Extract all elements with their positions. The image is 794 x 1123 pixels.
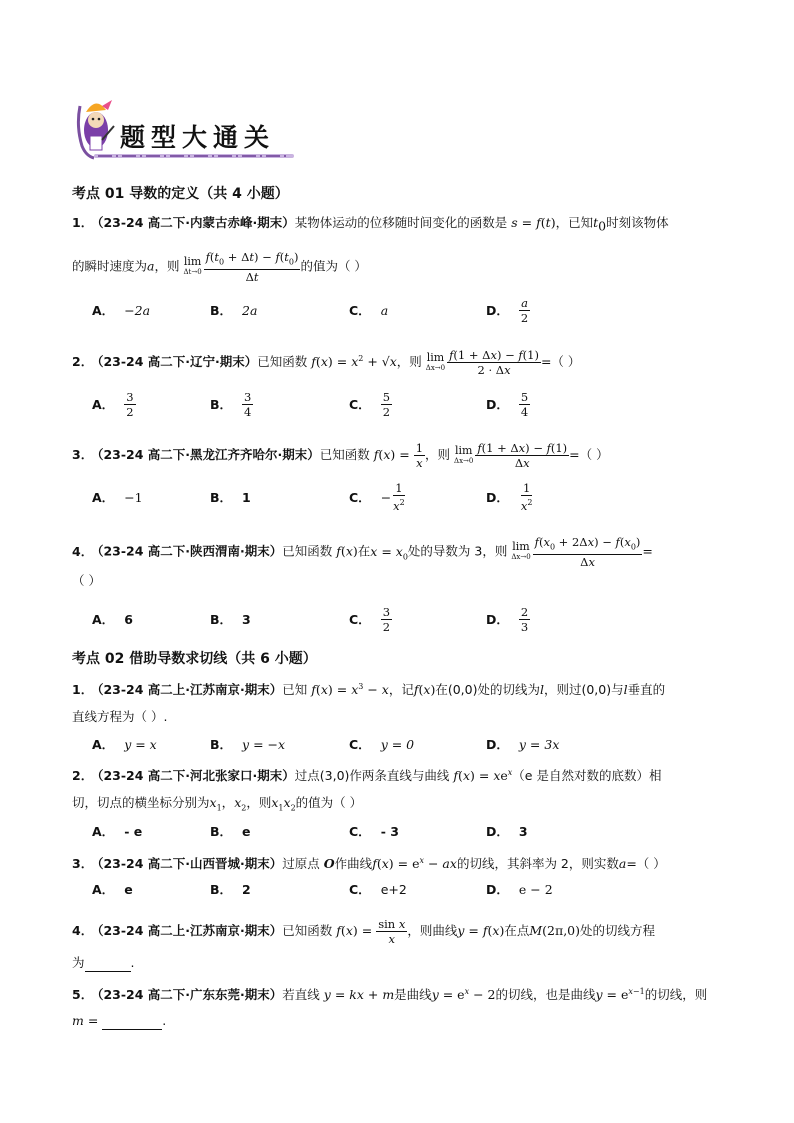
math-expr: $x_1$，$x_2$ — [209, 795, 247, 813]
question-number: 3． — [72, 856, 94, 872]
option-label: C． — [349, 612, 371, 627]
question-text: 的值为（ ） — [295, 795, 363, 810]
question-text: 在 — [357, 543, 371, 559]
math-expr: f — [536, 215, 541, 230]
question-2-1-line1 — [72, 678, 665, 699]
math-expr: f(x) — [336, 543, 358, 559]
option-value: − — [380, 489, 392, 505]
question-number: 3． — [72, 447, 94, 462]
option-b[interactable] — [210, 601, 251, 637]
question-number: 2． — [72, 354, 94, 369]
math-expr: $f(x) = e^x$ − ax — [372, 856, 457, 872]
option-value: a — [380, 302, 389, 318]
option-d[interactable] — [486, 386, 530, 422]
option-label: B． — [210, 397, 233, 412]
option-c[interactable] — [349, 386, 392, 422]
options-1-2 — [92, 386, 692, 422]
math-expr: y = f(x) — [457, 923, 505, 938]
option-d[interactable] — [486, 479, 534, 515]
option-value: $\frac{3}{4}$ — [244, 389, 252, 419]
question-text: 处的切线方程 — [580, 923, 656, 938]
option-value: e − 2 — [518, 881, 553, 897]
question-2-2-line1 — [72, 764, 661, 785]
question-text: ，则 — [425, 447, 451, 462]
question-text: =（ ） — [569, 447, 609, 462]
math-expr: s — [511, 215, 518, 230]
option-label: C． — [349, 490, 371, 505]
math-expr: f(x) = — [373, 447, 414, 462]
math-expr: $f(x) = x^2 + √x$ — [311, 353, 397, 369]
math-fraction: $\frac{f(x_0 + 2\Delta x) - f(x_0)}{\Delta x}$ — [534, 535, 641, 570]
question-number: 4． — [72, 923, 94, 938]
option-label: C． — [349, 397, 371, 412]
option-label: A． — [92, 612, 115, 627]
option-label: B． — [210, 612, 233, 627]
question-source: （23-24 高二下·广东东莞·期末） — [97, 987, 283, 1003]
option-value: $\frac{2}{3}$ — [520, 604, 529, 634]
question-text: 若直线 — [282, 987, 320, 1003]
question-text: 已知函数 — [257, 354, 308, 369]
option-c[interactable] — [349, 871, 407, 907]
question-source: （23-24 高二上·江苏南京·期末） — [97, 682, 283, 698]
question-text: 的切线，其斜率为 2，则实数 — [456, 856, 619, 872]
question-text: ，则曲线 — [407, 923, 458, 938]
math-expr: 0 — [598, 218, 607, 234]
section-heading-2: 考点 02 借助导数求切线（共 6 小题） — [72, 651, 317, 667]
question-text: 作曲线 — [334, 856, 373, 872]
option-b[interactable] — [210, 386, 253, 422]
math-fraction: $\frac{1}{x^2}$ — [393, 481, 405, 513]
option-value: 3 — [242, 611, 251, 627]
option-value: y = x — [124, 736, 157, 752]
option-label: D． — [486, 397, 509, 412]
option-c[interactable] — [349, 601, 392, 637]
math-fraction: $\frac{\text{sin x}}{x}$ — [378, 917, 406, 946]
option-value: 2 — [242, 881, 251, 897]
question-text: ，则 — [154, 258, 180, 274]
math-expr: O — [323, 856, 335, 872]
question-2-3-line1 — [72, 852, 666, 873]
options-2-2 — [92, 813, 692, 849]
option-c[interactable] — [349, 726, 414, 762]
question-text: . — [130, 955, 135, 970]
math-expr: $y = e^x - 2$ — [431, 987, 496, 1003]
option-value: $\frac{5}{2}$ — [382, 389, 391, 419]
option-label: D． — [486, 824, 509, 839]
option-c[interactable] — [349, 813, 399, 849]
option-label: A． — [92, 303, 115, 318]
option-label: C． — [349, 882, 371, 897]
option-a[interactable] — [92, 479, 143, 515]
question-text: 的切线，则 — [644, 987, 708, 1003]
math-lim: lim Δx→0 — [425, 350, 446, 372]
option-label: D． — [486, 612, 509, 627]
option-label: A． — [92, 882, 115, 897]
question-number: 2． — [72, 768, 94, 784]
math-expr: $x_1x_2$ — [271, 795, 296, 813]
math-expr: = — [517, 215, 537, 230]
math-expr: f(x) = — [336, 923, 377, 938]
question-text: 处的导数为 3，则 — [407, 543, 508, 559]
question-2-4-line2 — [72, 954, 135, 972]
option-a[interactable] — [92, 871, 133, 907]
math-expr: l — [539, 682, 544, 698]
math-expr: ) — [550, 215, 556, 230]
question-source: （23-24 高二下·内蒙古赤峰·期末） — [97, 215, 295, 230]
question-text: 在点 — [504, 923, 530, 938]
option-value: y = 3x — [518, 736, 560, 752]
math-expr: l — [623, 682, 628, 698]
option-value: −1 — [124, 489, 143, 505]
options-1-1 — [92, 292, 692, 328]
options-1-3 — [92, 479, 692, 515]
question-text: （e 是自然对数的底数）相 — [512, 768, 662, 784]
question-1-1-line1 — [72, 214, 669, 236]
question-2-5-line1 — [72, 983, 707, 1004]
question-text: 为 — [72, 955, 85, 970]
option-a[interactable] — [92, 386, 136, 422]
math-expr: $f(x) = x^3 - x$ — [311, 682, 389, 698]
option-a[interactable] — [92, 726, 157, 762]
option-d[interactable] — [486, 813, 528, 849]
math-expr: y = kx + m — [323, 987, 395, 1003]
option-label: A． — [92, 490, 115, 505]
question-source: （23-24 高二下·辽宁·期末） — [97, 354, 258, 369]
question-text: ，已知 — [555, 215, 594, 230]
question-text: . — [162, 1013, 167, 1028]
question-text: 时刻该物体 — [606, 215, 669, 230]
math-expr: $f(x) = xe^x$ — [453, 768, 513, 784]
option-label: D． — [486, 303, 509, 318]
question-2-4-line1 — [72, 917, 655, 946]
question-number: 1． — [72, 682, 94, 698]
question-text: 在(0,0)处的切线为 — [435, 682, 540, 698]
math-fraction: $\frac{f(1 + \Delta x) - f(1)}{2 \cdot \Delta x}$ — [449, 348, 539, 377]
option-c[interactable] — [349, 479, 407, 515]
math-expr: M(2π,0) — [529, 923, 581, 938]
question-source: （23-24 高二上·江苏南京·期末） — [97, 923, 283, 938]
option-value: - e — [124, 823, 143, 839]
option-label: D． — [486, 490, 509, 505]
option-b[interactable] — [210, 479, 251, 515]
question-number: 4． — [72, 543, 94, 559]
option-b[interactable] — [210, 292, 257, 328]
question-text: ，则 — [396, 354, 422, 369]
math-expr: $x = x_0$ — [370, 543, 408, 562]
options-2-3 — [92, 871, 692, 907]
options-2-1 — [92, 726, 692, 762]
dashed-divider-icon — [94, 152, 294, 160]
question-1-1-line2 — [72, 250, 367, 284]
option-a[interactable] — [92, 813, 142, 849]
math-fraction: $\frac{1}{x}$ — [415, 441, 424, 470]
option-value: $\frac{3}{2}$ — [126, 389, 134, 419]
question-text: =（ ） — [626, 856, 666, 872]
option-value: e+2 — [380, 881, 407, 897]
section-banner — [72, 96, 302, 166]
question-text: ，记 — [388, 682, 414, 698]
option-value: e — [124, 881, 133, 897]
option-value: - 3 — [380, 823, 399, 839]
question-text: 过原点 — [282, 856, 320, 872]
option-label: B． — [210, 490, 233, 505]
question-text: 的值为（ ） — [300, 258, 367, 274]
math-expr: t — [593, 215, 599, 230]
question-source: （23-24 高二下·黑龙江齐齐哈尔·期末） — [97, 447, 320, 462]
option-value: y = 0 — [380, 736, 415, 752]
option-label: B． — [210, 737, 233, 752]
math-fraction: $\frac{f(t_0 + \Delta t) - f(t_0)}{\Delta t}$ — [205, 250, 299, 285]
question-source: （23-24 高二下·河北张家口·期末） — [97, 768, 295, 784]
question-text: 垂直的 — [627, 682, 666, 698]
option-value: $\frac{1}{x^2}$ — [520, 481, 533, 513]
math-expr: f(x) — [413, 682, 436, 698]
math-lim: lim Δx→0 — [511, 540, 531, 562]
option-d[interactable] — [486, 871, 553, 907]
question-text: 已知函数 — [282, 923, 333, 938]
option-value: 6 — [124, 611, 133, 627]
option-label: D． — [486, 882, 509, 897]
option-a[interactable] — [92, 601, 133, 637]
option-b[interactable] — [210, 813, 251, 849]
section-heading-1: 考点 01 导数的定义（共 4 小题） — [72, 186, 289, 202]
answer-blank[interactable] — [85, 958, 131, 972]
math-expr: ( — [540, 215, 546, 230]
math-expr: a — [147, 258, 155, 274]
question-text: 的切线，也是曲线 — [495, 987, 596, 1003]
option-b[interactable] — [210, 726, 285, 762]
option-label: D． — [486, 737, 509, 752]
question-text: 已知函数 — [319, 447, 370, 462]
question-text: 过点(3,0)作两条直线与曲线 — [294, 768, 450, 784]
option-label: C． — [349, 824, 371, 839]
option-value: 3 — [518, 823, 528, 839]
question-1-3-line1 — [72, 441, 609, 470]
math-expr: $y = e^{x-1}$ — [595, 987, 645, 1003]
question-text: 已知 — [282, 682, 308, 698]
question-text: ，则过(0,0)与 — [543, 682, 624, 698]
math-fraction: $\frac{f(1 + \Delta x) - f(1)}{\Delta x}$ — [477, 441, 568, 470]
question-text: ，则 — [246, 795, 272, 810]
option-label: B． — [210, 303, 233, 318]
question-source: （23-24 高二下·陕西渭南·期末） — [97, 543, 283, 559]
option-label: B． — [210, 882, 233, 897]
option-label: A． — [92, 824, 115, 839]
question-text: 切，切点的横坐标分别为 — [72, 795, 210, 810]
option-value: 2a — [242, 302, 258, 318]
answer-blank[interactable] — [102, 1016, 162, 1030]
math-expr: t — [545, 215, 551, 230]
question-text: 的瞬时速度为 — [72, 258, 148, 274]
option-value: e — [242, 823, 251, 839]
question-source: （23-24 高二下·山西晋城·期末） — [97, 856, 283, 872]
question-2-5-line2 — [72, 1012, 166, 1030]
question-text: = — [642, 543, 653, 559]
option-c[interactable] — [349, 292, 388, 328]
question-text: 已知函数 — [282, 543, 333, 559]
question-text: 某物体运动的位移随时间变化的函数是 — [294, 215, 508, 230]
banner-title: 题型大通关 — [120, 123, 276, 152]
question-text: 是曲线 — [394, 987, 432, 1003]
question-number: 5． — [72, 987, 94, 1003]
option-label: B． — [210, 824, 233, 839]
option-value: $\frac{5}{4}$ — [520, 389, 529, 419]
option-label: A． — [92, 397, 115, 412]
math-lim: lim Δx→0 — [454, 443, 474, 465]
math-expr: m = — [72, 1013, 103, 1028]
option-a[interactable] — [92, 292, 150, 328]
question-text: 直线方程为（ ）. — [72, 709, 168, 724]
option-value: $\frac{a}{2}$ — [520, 295, 529, 325]
question-2-1-line2 — [72, 708, 167, 726]
question-1-4-line1 — [72, 535, 653, 569]
option-label: C． — [349, 303, 371, 318]
option-value: −2a — [124, 302, 151, 318]
option-d[interactable] — [486, 292, 530, 328]
question-1-2-line1 — [72, 348, 580, 377]
option-label: A． — [92, 737, 115, 752]
question-text: （ ） — [72, 573, 101, 588]
options-1-4 — [92, 601, 692, 637]
option-d[interactable] — [486, 726, 559, 762]
question-text: =（ ） — [540, 354, 581, 369]
question-number: 1． — [72, 215, 94, 230]
option-d[interactable] — [486, 601, 530, 637]
option-value: $\frac{3}{2}$ — [382, 604, 391, 634]
math-expr: a — [618, 856, 627, 872]
question-1-4-line2 — [72, 572, 101, 590]
option-b[interactable] — [210, 871, 251, 907]
option-value: y = −x — [242, 736, 286, 752]
option-value: 1 — [242, 489, 251, 505]
option-label: C． — [349, 737, 371, 752]
math-lim: lim Δt→0 — [183, 255, 202, 277]
